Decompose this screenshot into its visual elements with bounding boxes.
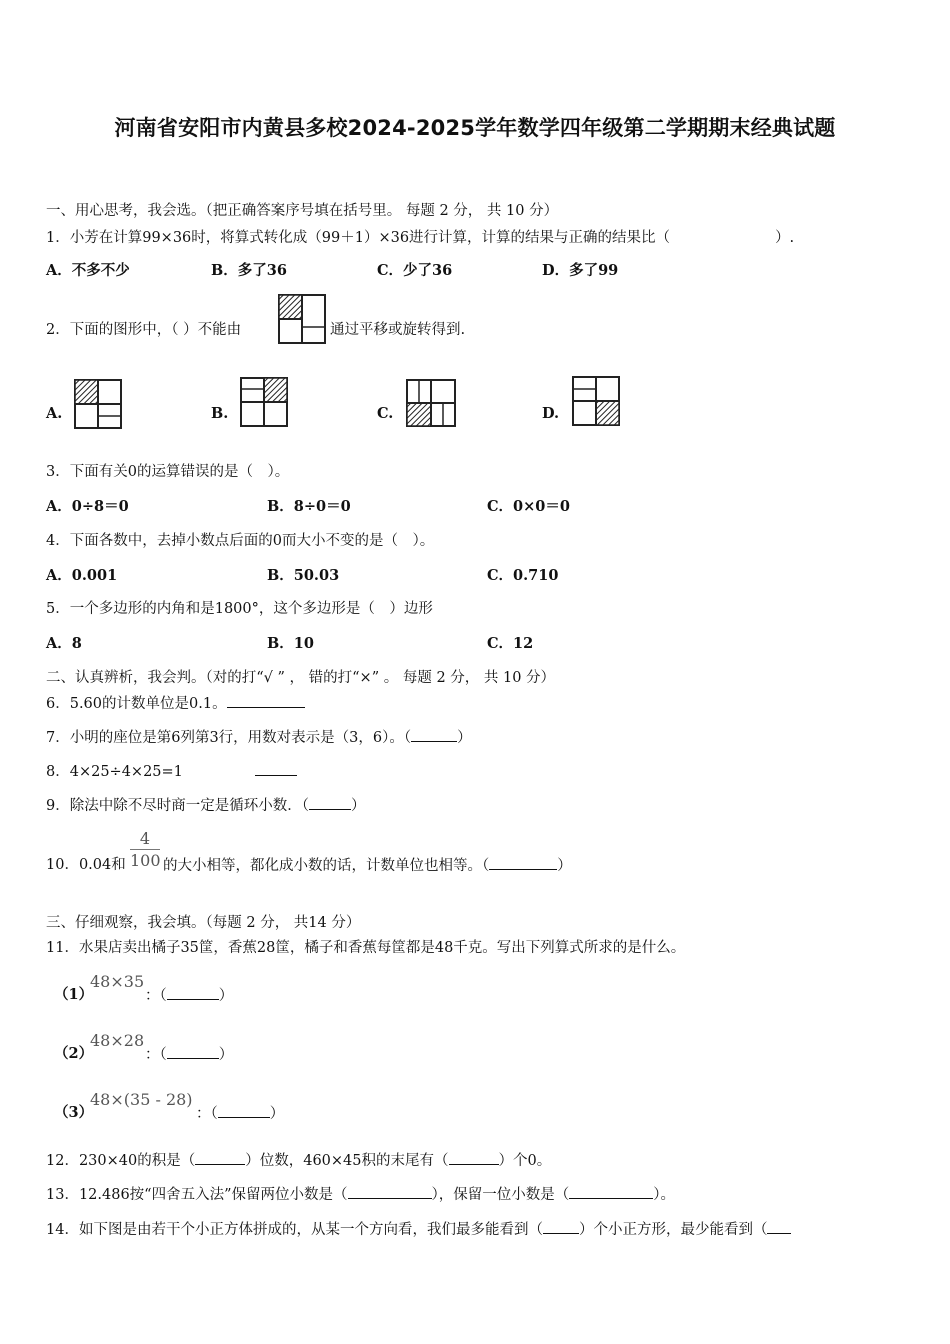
q12-part-a: 12．230×40的积是（ (46, 1153, 196, 1169)
q9-text: 9．除法中除不尽时商一定是循环小数．（ (46, 798, 309, 814)
q11-part3-expr: 48×(35 - 28) (90, 1090, 193, 1109)
q13 (46, 1184, 675, 1205)
q5-option-a: A．8 (46, 635, 82, 652)
q3-option-a: A．0÷8＝0 (46, 498, 129, 515)
q10-before: 10．0.04和 (46, 857, 126, 873)
q2-option-d-figure (572, 376, 620, 426)
q9 (46, 795, 365, 816)
q10-after (163, 855, 572, 876)
q1-stem (46, 228, 794, 248)
q2-option-c: C. (377, 405, 394, 422)
q14-blank-2[interactable] (767, 1219, 791, 1234)
q6 (46, 693, 305, 714)
q13-part-c: ）。 (653, 1187, 676, 1203)
q13-blank-2[interactable] (569, 1184, 653, 1199)
q4-stem: 4．下面各数中，去掉小数点后面的0而大小不变的是（ ）。 (46, 533, 435, 549)
q11-part3-blank[interactable] (218, 1103, 270, 1118)
q10-fraction-numerator: 4 (139, 829, 151, 848)
q14-part-a: 14．如下图是由若干个小正方体拼成的，从某一个方向看，我们最多能看到（ (46, 1222, 543, 1238)
q11-part2-end: ） (218, 1047, 234, 1063)
q11-part1-after: ：（ (145, 988, 167, 1004)
q2-option-b-figure (240, 377, 288, 427)
q4-option-a: A．0.001 (46, 567, 118, 584)
section3-heading: 三、仔细观察，我会填。（每题 2 分， 共14 分） (46, 915, 361, 931)
q10-fraction-denominator: 100 (130, 851, 161, 870)
q1-option-a: A．不多不少 (46, 262, 130, 279)
q12-blank-2[interactable] (449, 1150, 499, 1165)
q2-option-a: A. (46, 405, 63, 422)
q11-part3-label: （3） (54, 1104, 94, 1121)
q7-text: 7．小明的座位是第6列第3行，用数对表示是（3，6）。（ (46, 730, 412, 746)
q13-blank-1[interactable] (348, 1184, 432, 1199)
q11-part2-after: ：（ (145, 1047, 167, 1063)
q4-option-b: B．50.03 (267, 567, 340, 584)
section1-heading: 一、用心思考，我会选。（把正确答案序号填在括号里。 每题 2 分， 共 10 分） (46, 203, 559, 219)
q11-part1-end: ） (218, 988, 234, 1004)
q10-after-text: 的大小相等，都化成小数的话，计数单位也相等。（ (163, 858, 490, 874)
q1-option-b: B．多了36 (211, 262, 287, 279)
q11-part2-label: （2） (54, 1045, 94, 1062)
q8-text: 8．4×25÷4×25=1 (46, 764, 183, 780)
q2-option-c-figure (406, 379, 456, 427)
q4-option-c: C．0.710 (487, 567, 559, 584)
q2-option-a-figure (74, 379, 122, 429)
section2-heading: 二、认真辨析，我会判。（对的打“√ ” ， 错的打“×” 。 每题 2 分， 共 10 分） (46, 670, 556, 686)
q1-stem-text: 1．小芳在计算99×36时，将算式转化成（99＋1）×36进行计算，计算的结果与正确的结果比（ (46, 230, 671, 246)
q11-part2-expr: 48×28 (90, 1031, 145, 1050)
q5-option-b: B．10 (267, 635, 314, 652)
q11-part2-answer (145, 1044, 233, 1065)
q14-part-b: ）个小正方形，最少能看到（ (578, 1222, 768, 1238)
page-title: 河南省安阳市内黄县多校2024-2025学年数学四年级第二学期期末经典试题 (114, 116, 836, 140)
q10-end: ） (557, 858, 572, 874)
q11-part3-end: ） (269, 1106, 285, 1122)
q11-part1-answer (145, 985, 233, 1006)
q6-answer-blank[interactable] (227, 693, 305, 708)
q10-answer-blank[interactable] (489, 855, 557, 870)
q8 (46, 761, 297, 782)
q5-option-c: C．12 (487, 635, 534, 652)
q1-option-d: D．多了99 (542, 262, 619, 279)
q7-answer-blank[interactable] (411, 727, 457, 742)
q8-answer-blank[interactable] (255, 761, 297, 776)
q2-reference-figure (278, 294, 326, 344)
q10-fraction (130, 829, 160, 870)
q12-blank-1[interactable] (195, 1150, 245, 1165)
q12 (46, 1150, 551, 1171)
q3-option-b: B．8÷0＝0 (267, 498, 351, 515)
q11-part1-blank[interactable] (167, 985, 219, 1000)
q11-part1-expr: 48×35 (90, 972, 145, 991)
q11-part3-answer (196, 1103, 284, 1124)
q13-part-b: ），保留一位小数是（ (431, 1187, 570, 1203)
q7-end: ） (457, 730, 472, 746)
q3-stem: 3．下面有关0的运算错误的是（ ）。 (46, 464, 290, 480)
q5-stem: 5．一个多边形的内角和是1800°，这个多边形是（ ）边形 (46, 601, 433, 617)
q6-text: 6．5.60的计数单位是0.1。 (46, 696, 227, 712)
q7 (46, 727, 472, 748)
q11-part1-label: （1） (54, 986, 94, 1003)
q2-option-b: B. (211, 405, 229, 422)
q2-stem-before: 2．下面的图形中，（ ）不能由 (46, 322, 242, 338)
q12-part-c: ）个0。 (498, 1153, 552, 1169)
q3-option-c: C．0×0＝0 (487, 498, 570, 515)
q9-answer-blank[interactable] (309, 795, 351, 810)
q1-stem-end: ）. (775, 230, 795, 246)
q1-option-c: C．少了36 (377, 262, 453, 279)
q14 (46, 1219, 791, 1240)
q11-stem: 11．水果店卖出橘子35筐，香蕉28筐，橘子和香蕉每筐都是48千克。写出下列算式所求的是什么。 (46, 940, 686, 956)
q11-part2-blank[interactable] (167, 1044, 219, 1059)
q14-blank-1[interactable] (543, 1219, 579, 1234)
q2-stem-after: 通过平移或旋转得到. (330, 322, 466, 338)
q13-part-a: 13．12.486按“四舍五入法”保留两位小数是（ (46, 1187, 348, 1203)
q11-part3-after: ：（ (196, 1106, 218, 1122)
q12-part-b: ）位数，460×45积的末尾有（ (245, 1153, 449, 1169)
q2-option-d: D. (542, 405, 560, 422)
q9-end: ） (350, 798, 366, 814)
